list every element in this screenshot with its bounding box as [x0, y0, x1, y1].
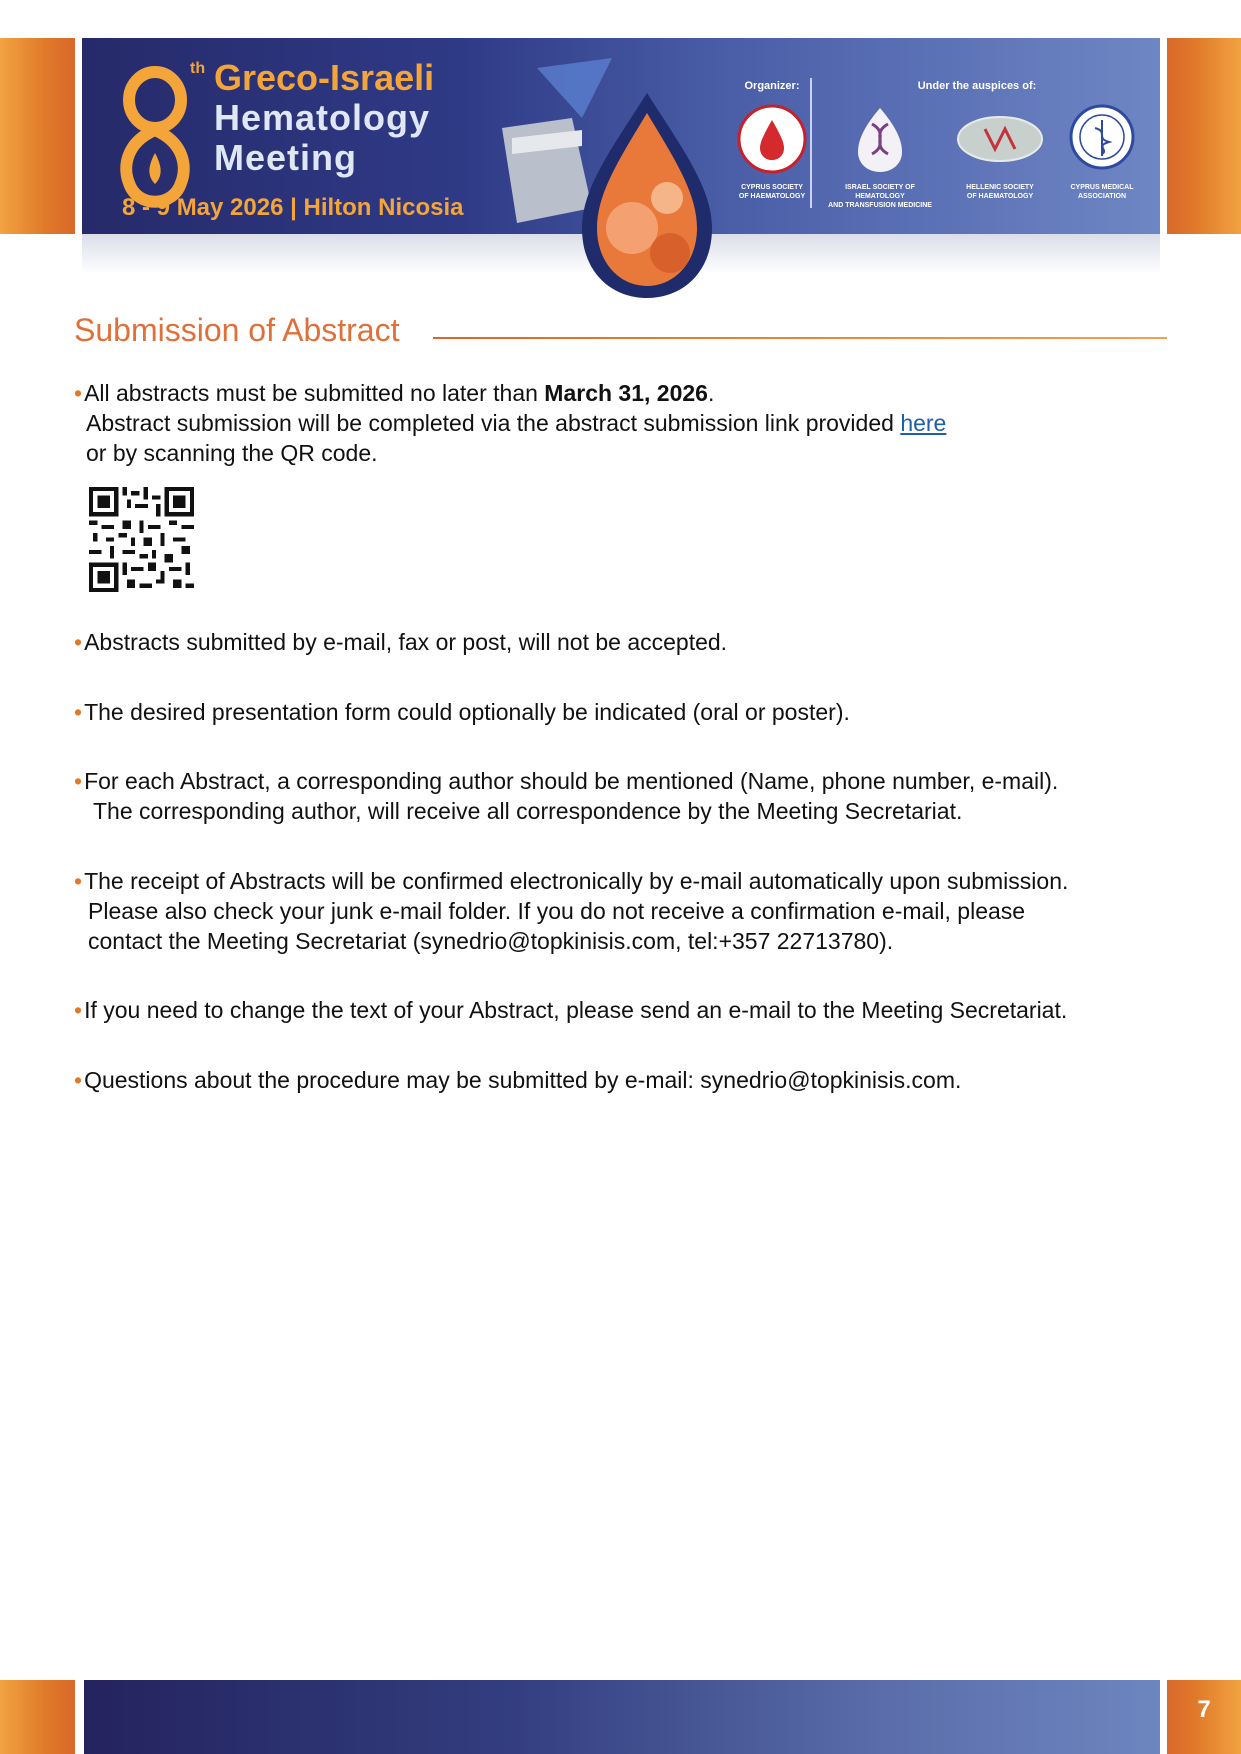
logo-israel-society-hematology	[820, 104, 940, 210]
logo-caption-3b: OF HAEMATOLOGY	[966, 193, 1034, 200]
logo-caption-4b: ASSOCIATION	[1077, 193, 1127, 200]
israel-society-hematology-logo-icon	[850, 104, 910, 174]
event-dates-venue: 8 - 9 May 2026 | Hilton Nicosia	[122, 194, 464, 221]
bullet-text: Abstracts submitted by e-mail, fax or post, will not be accepted.	[84, 629, 728, 655]
logo-hellenic-society-haematology	[950, 104, 1050, 201]
bullet-marker: •	[74, 629, 83, 655]
bullet-change-abstract	[74, 995, 1067, 1025]
event-banner	[82, 38, 1160, 234]
bullet-text: For each Abstract, a corresponding author should be mentioned (Name, phone number, e-mail).	[84, 768, 1059, 794]
event-title-line-1: Greco-Israeli	[214, 57, 435, 98]
section-divider	[433, 337, 1167, 339]
hellenic-society-haematology-logo-icon	[955, 104, 1045, 174]
footer-band	[84, 1680, 1160, 1754]
edition-suffix: th	[190, 60, 206, 77]
page-number: 7	[1197, 1696, 1211, 1723]
bullet-presentation-form	[74, 697, 850, 727]
bullet-text: The receipt of Abstracts will be confirmed electronically by e-mail automatically upon submission.	[84, 868, 1069, 894]
bullet-corresponding-author	[74, 766, 1058, 826]
section-title: Submission of Abstract	[74, 312, 400, 348]
header-corner-tab-right	[1167, 38, 1241, 234]
bullet-text: If you need to change the text of your Abstract, please send an e-mail to the Meeting Secretariat.	[84, 997, 1068, 1023]
footer-corner-tab-left	[0, 1680, 75, 1754]
logo-caption-4a: CYPRUS MEDICAL	[1070, 184, 1134, 191]
logo-caption-2b: AND TRANSFUSION MEDICINE	[828, 202, 932, 209]
bullet-marker: •	[74, 699, 83, 725]
bullet-marker: •	[74, 380, 83, 406]
submission-link-text: Abstract submission will be completed via the abstract submission link provided	[86, 410, 901, 436]
bullet-marker: •	[74, 997, 83, 1023]
logo-caption-1b: OF HAEMATOLOGY	[738, 193, 806, 200]
bullet-deadline	[74, 378, 946, 468]
bullet-marker: •	[74, 768, 83, 794]
bullet-marker: •	[74, 868, 83, 894]
qr-instruction-text: or by scanning the QR code.	[86, 440, 378, 466]
bullet-text-continued: Please also check your junk e-mail folder. If you do not receive a confirmation e-mail, please	[88, 898, 1026, 924]
header-corner-tab-left	[0, 38, 75, 234]
bullet-marker: •	[74, 1067, 83, 1093]
organizer-label: Organizer:	[744, 80, 800, 92]
bullet-text: Questions about the procedure may be submitted by e-mail: synedrio@topkinisis.com.	[84, 1067, 962, 1093]
logo-caption-2a: ISRAEL SOCIETY OF HEMATOLOGY	[845, 184, 915, 200]
logo-cyprus-medical-association	[1052, 104, 1152, 201]
qr-code[interactable]	[89, 487, 194, 592]
bullet-text: The desired presentation form could optionally be indicated (oral or poster).	[84, 699, 850, 725]
bullet-text-continued: The corresponding author, will receive all correspondence by the Meeting Secretariat.	[93, 798, 963, 824]
deadline-period: .	[707, 380, 715, 406]
deadline-text: All abstracts must be submitted no later than	[84, 380, 545, 406]
event-title-line-3: Meeting	[214, 137, 358, 178]
cyprus-society-haematology-logo-icon	[737, 104, 807, 174]
bullet-questions	[74, 1065, 961, 1095]
event-title-line-2: Hematology	[214, 97, 431, 138]
bullet-receipt-confirmation	[74, 866, 1068, 956]
deadline-date: March 31, 2026	[544, 380, 708, 406]
bullet-no-email-fax-post	[74, 627, 727, 657]
auspices-label: Under the auspices of:	[917, 80, 1037, 92]
event-title	[214, 58, 434, 178]
cyprus-medical-association-logo-icon	[1069, 104, 1135, 174]
logo-caption-3a: HELLENIC SOCIETY	[966, 184, 1034, 191]
abstract-submission-link[interactable]: here	[900, 410, 947, 436]
logo-caption-1a: CYPRUS SOCIETY	[741, 184, 803, 191]
logo-cyprus-society-haematology	[722, 104, 822, 201]
bullet-text-contact: contact the Meeting Secretariat (synedrio@topkinisis.com, tel:+357 22713780).	[88, 928, 894, 954]
